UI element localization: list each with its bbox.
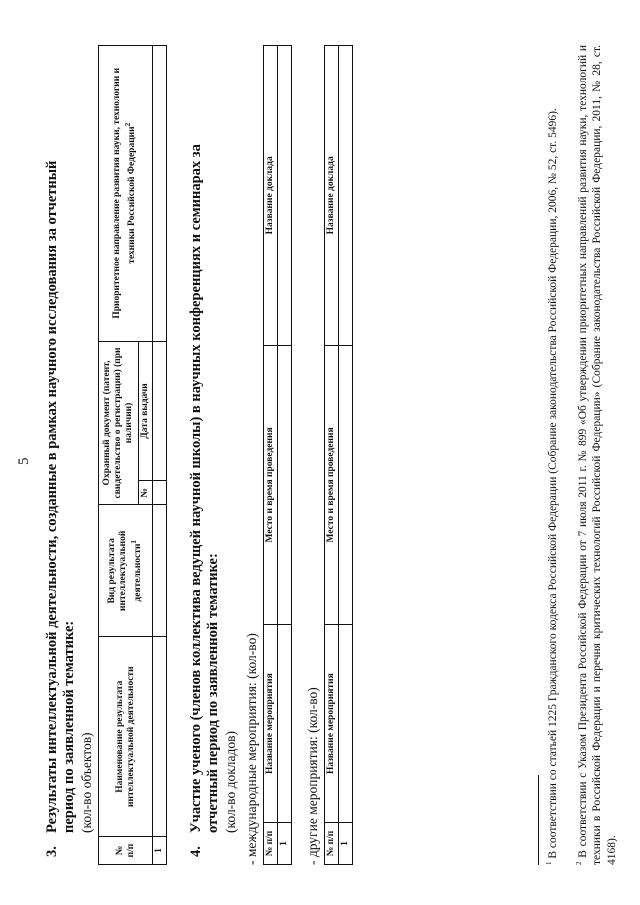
col-header-type — [99, 505, 153, 637]
footnote-2-text: В соответствии с Указом Президента Российской Федерации от 7 июля 2011 г. № 899 «Об утверждении приоритетных направлений развития науки, технологий и техники в Российской Федерации и перечня критических технологий Российской Федерации» (Собрание законодательства Российской Федерации, 2011, № 28, ст. 4168). — [576, 45, 618, 865]
col-header-event: Название мероприятия — [264, 625, 278, 823]
col-header-doc-num: № — [139, 481, 153, 505]
section-4-count-note: (кол-во докладов) — [223, 731, 238, 833]
international-events-table — [263, 45, 292, 865]
section-3-heading — [44, 161, 61, 857]
footnote-1-text: В соответствии со статьей 1225 Гражданского кодекса Российской Федерации (Собрание законодательства Российской Федерации, 2006, № 52, ст. 5496). — [546, 108, 559, 862]
col-header-num: № п/п — [99, 837, 153, 865]
section-3-title-line1: Результаты интеллектуальной деятельности, созданные в рамках научного исследования за отчетный — [44, 160, 60, 833]
col-header-place: Место и время проведения — [325, 345, 339, 625]
ip-results-table — [98, 45, 167, 865]
col-header-num: № п/п — [264, 823, 278, 865]
table-cell — [153, 341, 167, 481]
col-header-report: Название доклада — [325, 46, 339, 346]
col-header-num: № п/п — [325, 823, 339, 865]
table-cell — [339, 625, 353, 823]
other-events-table — [324, 45, 353, 865]
col-header-type-text: Вид результата интеллектуальной деятельности — [106, 530, 144, 611]
table-cell — [278, 46, 292, 346]
footnote-2 — [572, 45, 619, 865]
table-row — [153, 46, 167, 865]
section-3-title-line2: период по заявленной тематике: — [61, 620, 77, 833]
footnote-separator — [538, 775, 539, 865]
col-header-report: Название доклада — [264, 46, 278, 346]
other-events-label: - другие мероприятия: (кол-во) — [305, 687, 320, 865]
row-num: 1 — [153, 837, 167, 865]
footnote-ref-2: 2 — [124, 122, 133, 127]
col-header-priority — [99, 46, 153, 342]
col-header-name: Наименование результата интеллектуальной деятельности — [99, 637, 153, 837]
table-cell — [153, 481, 167, 505]
table-cell — [339, 345, 353, 625]
table-cell — [278, 625, 292, 823]
table-cell — [339, 46, 353, 346]
section-3-count-note: (кол-во объектов) — [79, 732, 94, 833]
col-header-place: Место и время проведения — [264, 345, 278, 625]
section-4-title-line2: отчетный период по заявленной тематике: — [205, 553, 221, 833]
col-header-priority-text: Приоритетное направление развития науки, технологии и техники Российской Федерации — [112, 67, 138, 319]
row-num: 1 — [339, 823, 353, 865]
table-cell — [153, 637, 167, 837]
table-cell — [153, 46, 167, 342]
col-header-doc-date: Дата выдачи — [139, 341, 153, 481]
col-header-event: Название мероприятия — [325, 625, 339, 823]
row-num: 1 — [278, 823, 292, 865]
col-header-doc: Охранный документ (патент, свидетельство о регистрации) (при наличии) — [99, 341, 139, 505]
international-events-label: - международные мероприятия: (кол-во) — [244, 633, 259, 865]
section-4-number: 4. — [188, 846, 204, 857]
footnote-1 — [542, 45, 560, 865]
section-4-title-line1: Участие ученого (членов коллектива ведущей научной школы) в научных конференциях и семинарах за — [188, 144, 204, 833]
section-3-number: 3. — [44, 846, 60, 857]
section-4-heading — [188, 144, 205, 857]
footnote-2-marker: 2 — [575, 861, 583, 865]
footnote-ref-1: 1 — [129, 540, 138, 544]
table-cell — [278, 345, 292, 625]
page-number: 5 — [16, 457, 32, 465]
table-row — [339, 46, 353, 865]
footnote-1-marker: 1 — [545, 861, 553, 865]
table-cell — [153, 505, 167, 637]
table-row — [278, 46, 292, 865]
